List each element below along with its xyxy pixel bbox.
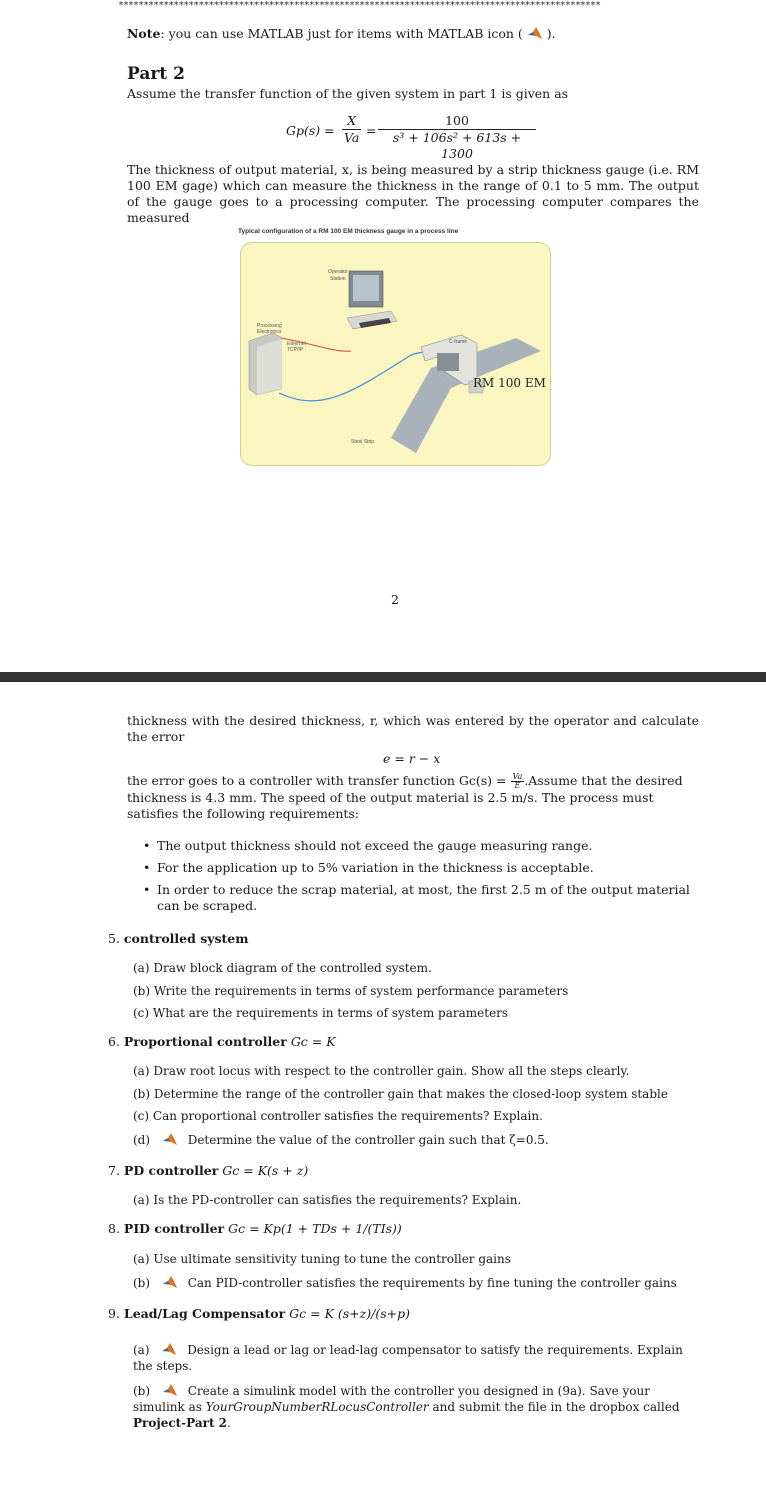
separator-stars: ************************************************************************************************ [118,0,600,11]
requirement-item: • For the application up to 5% variation in the thickness is acceptable. [157,860,702,876]
matlab-icon [162,1275,178,1289]
item5-heading [108,931,249,947]
item7-a: (a) Is the PD-controller can satisfies the requirements? Explain. [133,1193,522,1207]
controller-text-a: the error goes to a controller with transfer function Gc(s) = [127,773,507,788]
note-text: : you can use MATLAB just for items with MATLAB icon ( [160,26,523,41]
item9-b-dropbox: Project-Part 2 [133,1416,228,1430]
item6-a: (a) Draw root locus with respect to the controller gain. Show all the steps clearly. [133,1064,630,1078]
operator-station-label: Operator [328,269,348,275]
item9-title: Lead/Lag Compensator [123,1306,286,1321]
item8-equation: Gc = Kp(1 + TDs + 1/(TIs)) [228,1221,402,1236]
item8-a: (a) Use ultimate sensitivity tuning to tune the controller gains [133,1252,511,1266]
item5-c: (c) What are the requirements in terms of system parameters [133,1006,509,1020]
item6-c: (c) Can proportional controller satisfies the requirements? Explain. [133,1109,543,1123]
item6-b: (b) Determine the range of the controller gain that makes the closed-loop system stable [133,1087,668,1101]
requirements-list [157,838,702,914]
error-equation: e = r − x [383,751,441,766]
matlab-icon [161,1342,177,1356]
item9-a-row [133,1342,699,1374]
c-frame-label: C-frame [449,339,468,345]
item9-heading [108,1306,410,1322]
item5-title: controlled system [123,931,249,946]
item9-a: Design a lead or lag or lead-lag compensator to satisfy the requirements. Explain the steps. [133,1343,683,1373]
item9-a-label: (a) [133,1343,150,1357]
note-close: ). [546,26,556,41]
item9-b-text: Create a simulink model with the controller you designed in (9a). Save your simulink as [133,1384,650,1414]
note-line [127,26,727,42]
item9-b-filename: YourGroupNumberRLocusController [205,1400,429,1414]
controller-paragraph [127,773,699,822]
requirement-item: • In order to reduce the scrap material, at most, the first 2.5 m of the output material can be scraped. [157,882,702,914]
controller-frac-den: E [514,781,521,790]
item5-a: (a) Draw block diagram of the controlled system. [133,961,432,975]
controller-frac-num: Va [512,772,523,781]
eq-frac1-den: Va [344,130,360,145]
item9-number: 9. [108,1306,120,1321]
continued-paragraph: thickness with the desired thickness, r, which was entered by the operator and calculate the error [127,713,699,744]
figure-caption: Typical configuration of a RM 100 EM thickness gauge in a process line [238,228,459,235]
item9-equation: Gc = K (s+z)/(s+p) [289,1306,410,1321]
item6-title: Proportional controller [123,1034,287,1049]
item7-title: PD controller [123,1163,219,1178]
item5-b: (b) Write the requirements in terms of system performance parameters [133,984,569,998]
item9-b-label: (b) [133,1384,151,1398]
item6-d-row [133,1132,549,1148]
svg-text:Electronics: Electronics [257,329,282,335]
eq-lhs: Gp(s) = [286,123,335,138]
page-number: 2 [391,592,399,607]
eq-frac-plant [378,113,536,162]
controller-text-b: .Assume that the desired thickness is 4.3 mm. The speed of the output material is 2.5 m/s. The process must satisfies the following requirements: [127,773,683,821]
matlab-icon [527,26,543,40]
part-paragraph: The thickness of output material, x, is being measured by a strip thickness gauge (i.e. RM 100 EM gage) which can measure the thickness in the range of 0.1 to 5 mm. The output of the gauge goes to a processing computer. The processing computer compares the measured [127,162,699,225]
eq-frac-x-va [342,113,361,146]
item9-b-mid: and submit the file in the dropbox called [432,1400,680,1414]
gauge-illustration-svg [241,243,550,465]
controller-frac [511,773,525,790]
steel-strip-lower [391,368,451,453]
eq-frac1-num: X [342,113,361,130]
item6-d-label: (d) [133,1133,151,1147]
item7-number: 7. [108,1163,120,1178]
svg-text:Station: Station [330,276,346,282]
item6-d: Determine the value of the controller gain such that ζ=0.5. [187,1133,549,1147]
item5-number: 5. [108,931,120,946]
item8-b-row [133,1275,677,1291]
transfer-function-equation [286,113,586,161]
c-frame-opening [437,353,459,371]
rm-100-em-label: RM 100 EM [473,376,546,390]
item6-equation: Gc = K [290,1034,336,1049]
item9-b-dot: . [227,1416,231,1430]
requirement-item: • The output thickness should not exceed the gauge measuring range. [157,838,702,854]
eq-frac2-num: 100 [378,113,536,130]
item6-heading [108,1034,336,1050]
item6-number: 6. [108,1034,120,1049]
matlab-icon [162,1383,178,1397]
steel-strip-label: Steel Strip [351,439,375,445]
item8-number: 8. [108,1221,120,1236]
item8-b: Can PID-controller satisfies the requirements by fine tuning the controller gains [187,1276,677,1290]
item8-b-label: (b) [133,1276,151,1290]
ethernet-label: Ethernet [287,341,306,347]
eq-equals: = [366,123,377,138]
svg-text:TCP/IP: TCP/IP [287,347,304,353]
item8-heading [108,1221,402,1237]
gauge-illustration [240,242,551,466]
item8-title: PID controller [123,1221,225,1236]
part-intro: Assume the transfer function of the given system in part 1 is given as [127,86,569,101]
page-break-bar [0,672,766,682]
eq-frac2-den: s³ + 106s² + 613s + 1300 [392,130,522,161]
note-label: Note [127,26,161,41]
item7-heading [108,1163,308,1179]
item7-equation: Gc = K(s + z) [222,1163,309,1178]
processing-electronics-label: Processing [257,323,282,329]
part-title: Part 2 [127,64,185,84]
item9-b-row [133,1383,699,1431]
matlab-icon [162,1132,178,1146]
